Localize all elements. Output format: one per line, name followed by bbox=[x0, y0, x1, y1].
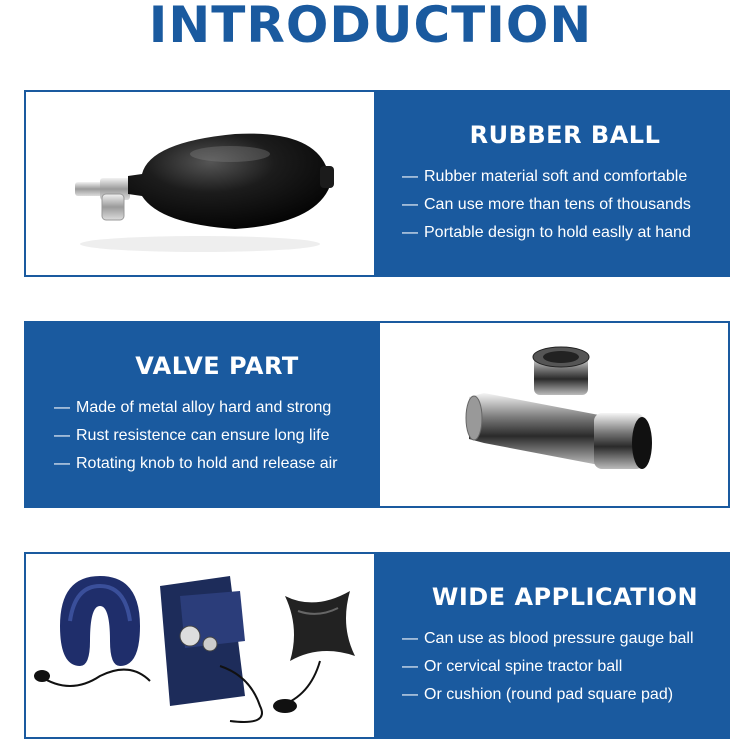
feature-list bbox=[54, 394, 380, 478]
list-item: — Or cervical spine tractor ball bbox=[402, 653, 728, 681]
section-title: RUBBER BALL bbox=[469, 120, 661, 149]
section-title: VALVE PART bbox=[135, 351, 299, 380]
valve-part-card bbox=[24, 321, 730, 508]
list-item: — Can use as blood pressure gauge ball bbox=[402, 625, 728, 653]
feature-list bbox=[402, 625, 728, 709]
valve-image bbox=[380, 323, 728, 506]
list-item: — Rubber material soft and comfortable bbox=[402, 163, 728, 191]
section-title: WIDE APPLICATION bbox=[431, 582, 699, 611]
list-item: — Rotating knob to hold and release air bbox=[54, 450, 380, 478]
feature-list bbox=[402, 163, 728, 247]
list-item: — Can use more than tens of thousands bbox=[402, 191, 728, 219]
page-title: INTRODUCTION bbox=[148, 0, 593, 54]
wide-application-card bbox=[24, 552, 730, 739]
rubber-ball-image bbox=[26, 92, 374, 275]
applications-image bbox=[26, 554, 374, 737]
wide-application-panel bbox=[374, 554, 728, 737]
list-item: — Made of metal alloy hard and strong bbox=[54, 394, 380, 422]
list-item: — Rust resistence can ensure long life bbox=[54, 422, 380, 450]
rubber-ball-panel bbox=[374, 92, 728, 275]
rubber-ball-card bbox=[24, 90, 730, 277]
list-item: — Or cushion (round pad square pad) bbox=[402, 681, 728, 709]
list-item: — Portable design to hold easlly at hand bbox=[402, 219, 728, 247]
valve-part-panel bbox=[26, 323, 380, 506]
